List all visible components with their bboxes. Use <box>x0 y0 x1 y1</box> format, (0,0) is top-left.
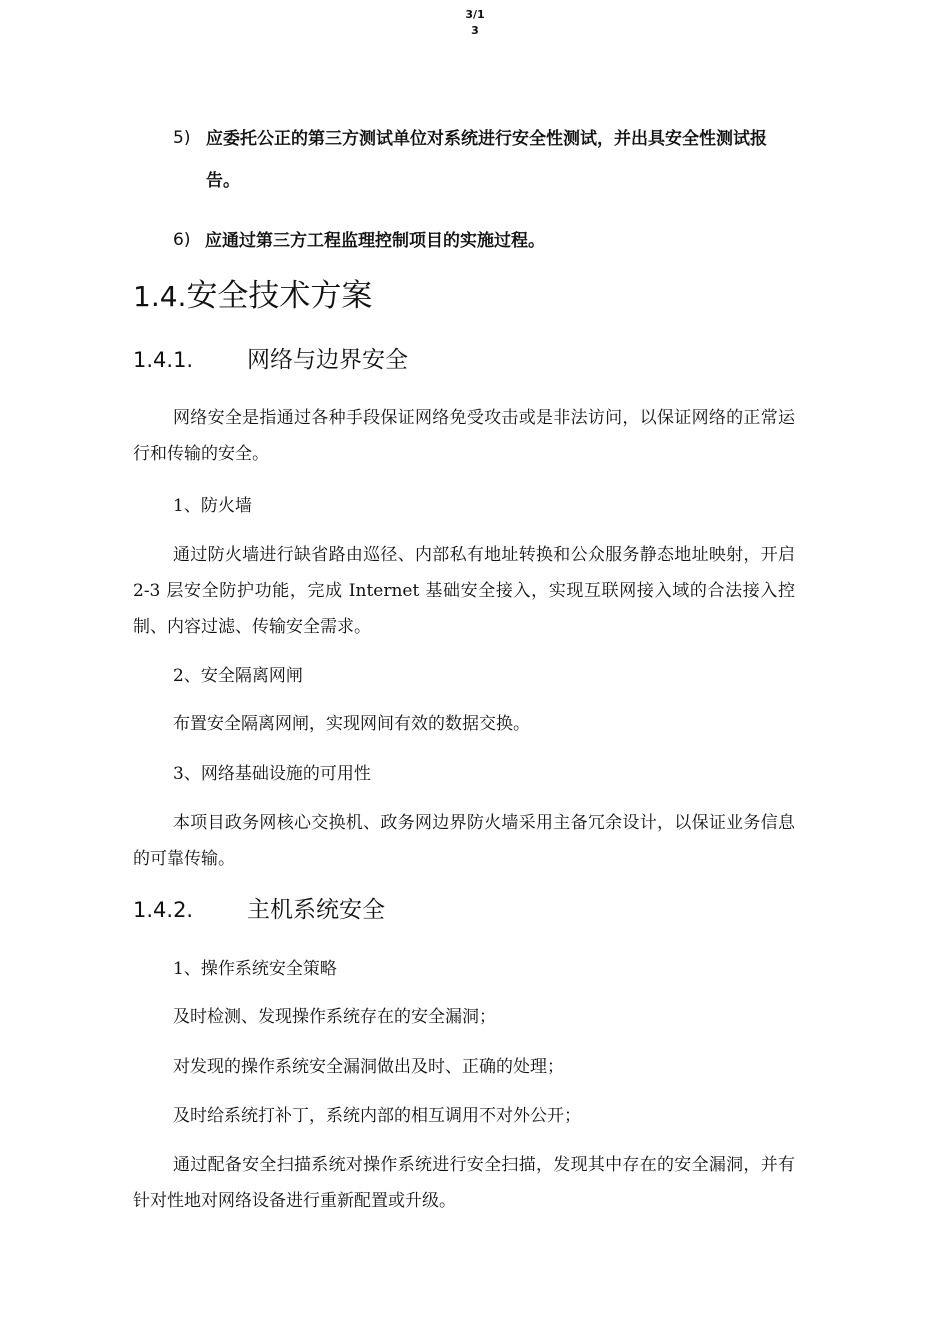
list-number: 6) <box>173 230 191 250</box>
page-number: 3/1 3 <box>465 8 485 37</box>
list-number: 5) <box>173 128 191 148</box>
paragraph: 本项目政务网核心交换机、政务网边界防火墙采用主备冗余设计，以保证业务信息的可靠传输。 <box>133 813 795 869</box>
paragraph: 通过配备安全扫描系统对操作系统进行安全扫描，发现其中存在的安全漏洞，并有针对性地对网络设备进行重新配置或升级。 <box>133 1155 795 1211</box>
section-heading <box>133 274 372 319</box>
section-number: 1.4. <box>133 280 187 313</box>
item-label: 2、安全隔离网闸 <box>173 666 303 686</box>
subsection-heading <box>133 344 408 376</box>
section-title: 安全技术方案 <box>186 278 373 314</box>
paragraph: 及时给系统打补丁，系统内部的相互调用不对外公开； <box>173 1106 581 1126</box>
item-label: 1、防火墙 <box>173 496 252 516</box>
paragraph: 网络安全是指通过各种手段保证网络免受攻击或是非法访问，以保证网络的正常运行和传输的安全。 <box>133 408 795 464</box>
subsection-number: 1.4.2. <box>133 898 194 922</box>
paragraph: 对发现的操作系统安全漏洞做出及时、正确的处理； <box>173 1057 564 1077</box>
paragraph: 布置安全隔离网闸，实现网间有效的数据交换。 <box>173 714 530 734</box>
list-text: 应通过第三方工程监理控制项目的实施过程。 <box>205 231 545 251</box>
subsection-title: 网络与边界安全 <box>247 347 408 373</box>
list-text: 应委托公正的第三方测试单位对系统进行安全性测试，并出具安全性测试报告。 <box>206 129 767 191</box>
item-label: 1、操作系统安全策略 <box>173 959 337 979</box>
subsection-title: 主机系统安全 <box>247 897 385 923</box>
item-label: 3、网络基础设施的可用性 <box>173 764 371 784</box>
subsection-number: 1.4.1. <box>133 348 194 372</box>
paragraph: 通过防火墙进行缺省路由巡径、内部私有地址转换和公众服务静态地址映射，开启 2-3 层安全防护功能，完成 Internet 基础安全接入，实现互联网接入域的合法接入控制、内容过滤、传输安全需求。 <box>133 545 795 637</box>
subsection-heading <box>133 894 385 926</box>
paragraph: 及时检测、发现操作系统存在的安全漏洞； <box>173 1007 496 1027</box>
